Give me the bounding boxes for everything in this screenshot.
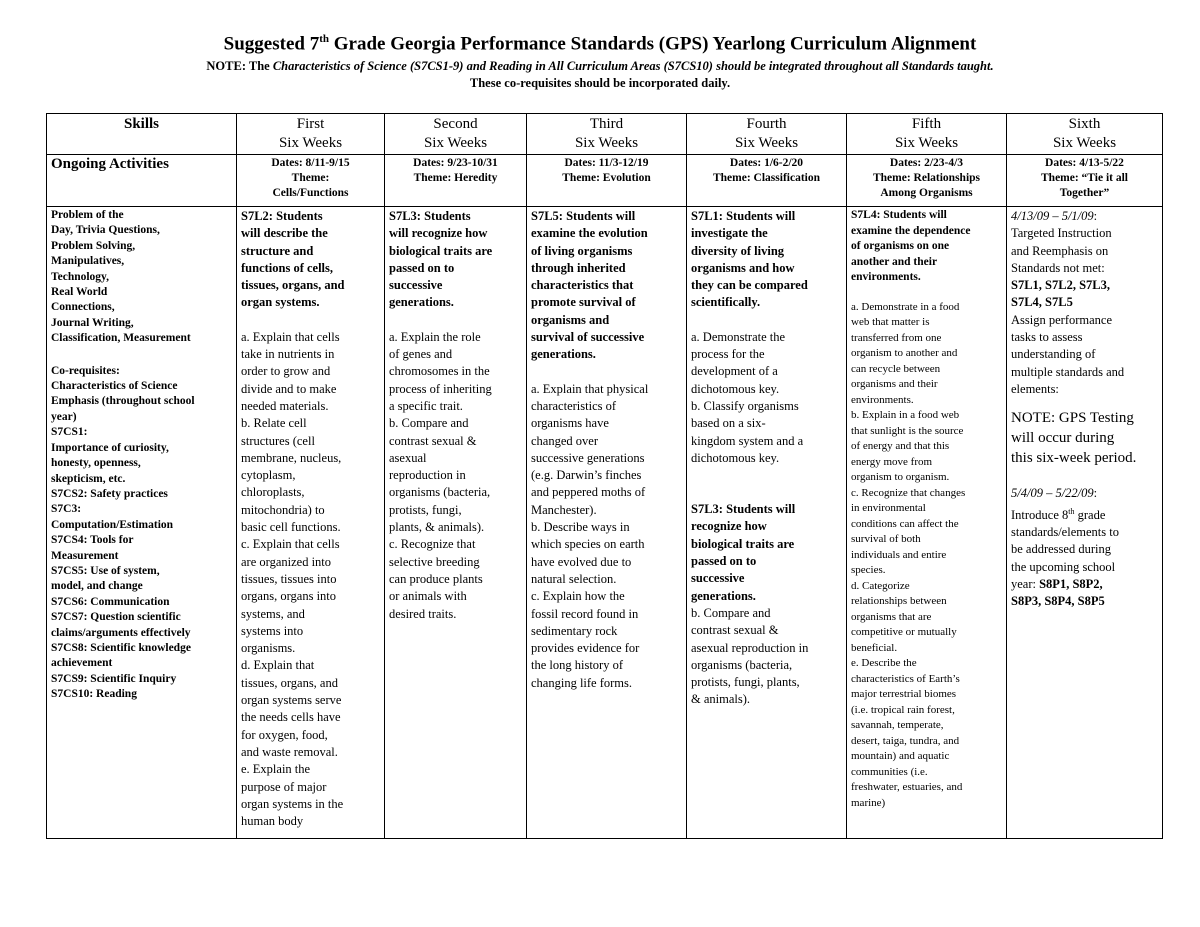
element-line: transferred from one: [851, 331, 942, 344]
element-line: tissues, tissues into: [241, 571, 337, 586]
corequisite-line: honesty, openness,: [51, 457, 141, 470]
review-standards-1: S7L1, S7L2, S7L3,: [1011, 278, 1110, 293]
col-third: Third Six Weeks: [527, 114, 687, 155]
activity-line: Journal Writing,: [51, 316, 134, 329]
standard-line: tissues, organs, and: [241, 278, 345, 293]
content-row: [47, 207, 1163, 839]
element-line: characteristics of Earth’s: [851, 672, 960, 685]
element-line: which species on earth: [531, 537, 645, 552]
dates-third: Dates: 11/3-12/19 Theme: Evolution: [527, 155, 687, 207]
standard-line: S7L4: Students will: [851, 209, 947, 221]
testing-note-line: this six-week period.: [1011, 450, 1137, 467]
element-line: provides evidence for: [531, 641, 640, 656]
element-line: for oxygen, food,: [241, 727, 328, 742]
standard-line: will recognize how: [389, 226, 488, 241]
element-line: and peppered moths of: [531, 485, 646, 500]
corequisite-line: year): [51, 410, 77, 423]
element-line: membrane, nucleus,: [241, 450, 342, 465]
standard-line: generations.: [389, 295, 454, 310]
element-line: web that matter is: [851, 316, 930, 328]
element-line: e. Describe the: [851, 657, 917, 669]
element-line: energy move from: [851, 455, 933, 468]
element-line: changed over: [531, 433, 598, 448]
element-line: of genes and: [389, 347, 453, 362]
element-line: successive generations: [531, 450, 645, 465]
standard-line: another and their: [851, 255, 938, 268]
element-line: organism to organism.: [851, 471, 950, 483]
standard-line: diversity of living: [691, 243, 785, 258]
element-line: beneficial.: [851, 641, 898, 654]
standard-line: they can be compared: [691, 278, 808, 293]
element-line: relationships between: [851, 595, 947, 607]
element-line: organisms (bacteria,: [691, 657, 793, 672]
element-line: selective breeding: [389, 554, 480, 569]
element-line: systems, and: [241, 606, 305, 621]
corequisite-line: Emphasis (throughout school: [51, 395, 195, 408]
element-line: that sunlight is the source: [851, 424, 964, 437]
first-cell: [237, 207, 385, 839]
standard-line: successive: [691, 571, 745, 586]
fourth-cell: [687, 207, 847, 839]
skills-cell: [47, 207, 237, 839]
element-line: basic cell functions.: [241, 520, 341, 535]
element-line: mitochondria) to: [241, 502, 325, 517]
element-line: major terrestrial biomes: [851, 688, 957, 700]
element-line: dichotomous key.: [691, 381, 780, 396]
element-line: contrast sexual &: [389, 433, 477, 448]
corequisite-line: Co-requisites:: [51, 364, 120, 377]
element-line: d. Explain that: [241, 658, 315, 673]
col-skills: Skills: [47, 114, 237, 155]
element-line: a. Demonstrate the: [691, 329, 786, 344]
standard-line: examine the dependence: [851, 224, 971, 237]
element-line: a. Explain that physical: [531, 381, 649, 396]
col-fifth: Fifth Six Weeks: [847, 114, 1007, 155]
element-line: cytoplasm,: [241, 468, 296, 483]
dates-sixth: Dates: 4/13-5/22 Theme: “Tie it all Together”: [1007, 155, 1163, 207]
standard-s7l1: [691, 208, 842, 312]
element-line: process for the: [691, 347, 765, 362]
standard-line: through inherited: [531, 260, 626, 275]
corequisite-line: S7CS1:: [51, 426, 88, 439]
element-line: environments.: [851, 393, 914, 406]
element-line: chromosomes in the: [389, 364, 490, 379]
standard-line: survival of successive: [531, 330, 645, 345]
corequisite-line: Measurement: [51, 549, 119, 562]
preview-line: the upcoming school: [1011, 559, 1116, 574]
preview-dates: 5/4/09 – 5/22/09: [1011, 486, 1094, 501]
element-line: c. Recognize that changes: [851, 486, 966, 499]
element-line: divide and to make: [241, 381, 337, 396]
element-line: changing life forms.: [531, 675, 633, 690]
corequisite-line: S7CS7: Question scientific: [51, 611, 181, 624]
element-line: organisms have: [531, 416, 609, 431]
element-line: reproduction in: [389, 468, 466, 483]
corequisite-line: Characteristics of Science: [51, 380, 178, 393]
element-line: e. Explain the: [241, 762, 311, 777]
review-line: Targeted Instruction: [1011, 226, 1112, 241]
element-line: based on a six-: [691, 416, 766, 431]
col-second: Second Six Weeks: [385, 114, 527, 155]
element-line: characteristics of: [531, 398, 617, 413]
curriculum-table: [46, 113, 1163, 839]
standard-line: S7L3: Students: [389, 209, 471, 223]
element-line: (i.e. tropical rain forest,: [851, 703, 955, 716]
standard-s7l3-repeat: [691, 501, 842, 605]
element-line: needed materials.: [241, 398, 329, 413]
dates-first: Dates: 8/11-9/15 Theme: Cells/Functions: [237, 155, 385, 207]
element-line: asexual: [389, 450, 427, 465]
element-line: communities (i.e.: [851, 765, 928, 778]
element-line: desert, taiga, tundra, and: [851, 734, 960, 747]
standard-s7l3: [389, 208, 522, 312]
element-line: of energy and that this: [851, 440, 950, 452]
element-line: desired traits.: [389, 606, 457, 621]
corequisite-line: S7CS5: Use of system,: [51, 564, 160, 577]
element-line: marine): [851, 796, 886, 809]
ongoing-activities-label: Ongoing Activities: [47, 155, 237, 207]
elements-fifth: [851, 300, 1002, 812]
element-line: development of a: [691, 364, 778, 379]
preview-standards-2: S8P3, S8P4, S8P5: [1011, 594, 1105, 609]
elements-third: [531, 381, 682, 692]
element-line: a specific trait.: [389, 398, 463, 413]
element-line: chloroplasts,: [241, 485, 305, 500]
element-line: are organized into: [241, 554, 332, 569]
element-line: survival of both: [851, 533, 921, 545]
dates-row: [47, 155, 1163, 207]
standard-line: organisms and how: [691, 260, 795, 275]
corequisite-line: S7CS9: Scientific Inquiry: [51, 672, 177, 685]
col-first: First Six Weeks: [237, 114, 385, 155]
activity-line: Connections,: [51, 301, 115, 314]
preview-line: standards/elements to: [1011, 525, 1119, 540]
corequisite-line: model, and change: [51, 580, 143, 593]
standard-line: recognize how: [691, 519, 767, 534]
element-line: have evolved due to: [531, 554, 632, 569]
element-line: Manchester).: [531, 502, 597, 517]
element-line: competitive or mutually: [851, 626, 957, 638]
element-line: conditions can affect the: [851, 517, 959, 530]
standard-line: successive: [389, 278, 443, 293]
second-cell: [385, 207, 527, 839]
standard-line: S7L3: Students will: [691, 502, 796, 517]
preview-line: be addressed during: [1011, 542, 1111, 557]
standard-line: will describe the: [241, 226, 328, 241]
review-window: 4/13/09 – 5/1/09: Targeted Instruction and Reemphasis on Standards not met: S7L1, S7L2, S7L3, S7L4, S7L5 Assign performance tasks to assess understanding of multiple standards and elements:: [1011, 208, 1158, 398]
element-line: organisms and their: [851, 378, 938, 390]
element-line: organisms.: [241, 641, 296, 656]
preview-standards-1: S8P1, S8P2,: [1039, 576, 1103, 591]
standard-s7l4: [851, 208, 1002, 286]
dates-fourth: Dates: 1/6-2/20 Theme: Classification: [687, 155, 847, 207]
assessment-line: multiple standards and: [1011, 364, 1125, 379]
element-line: freshwater, estuaries, and: [851, 781, 963, 793]
element-line: process of inheriting: [389, 381, 492, 396]
element-line: structures (cell: [241, 433, 315, 448]
standard-line: environments.: [851, 271, 921, 283]
corequisite-line: Computation/Estimation: [51, 518, 174, 531]
elements-fourth: [691, 329, 842, 467]
element-line: d. Categorize: [851, 579, 910, 592]
element-line: & animals).: [691, 692, 751, 707]
corequisite-line: S7C3:: [51, 503, 82, 516]
page-title: Suggested 7th Grade Georgia Performance Standards (GPS) Yearlong Curriculum Alignment: [223, 33, 977, 55]
standard-line: biological traits are: [691, 536, 795, 551]
testing-note-line: NOTE: GPS Testing: [1011, 410, 1134, 427]
activity-line: Problem of the: [51, 209, 124, 221]
element-line: tissues, organs, and: [241, 675, 338, 690]
element-line: b. Explain in a food web: [851, 409, 960, 421]
elements-first: [241, 329, 380, 831]
element-line: organisms that are: [851, 610, 932, 623]
standard-line: examine the evolution: [531, 226, 648, 241]
standard-line: generations.: [531, 347, 596, 362]
element-line: the long history of: [531, 658, 624, 673]
standard-line: structure and: [241, 243, 314, 258]
integration-note: NOTE: The Characteristics of Science (S7CS1-9) and Reading in All Curriculum Areas (S7CS10) should be integrated throughout all Standards taught.: [206, 59, 994, 73]
assessment-line: Assign performance: [1011, 312, 1113, 327]
element-line: kingdom system and a: [691, 433, 804, 448]
standard-line: investigate the: [691, 226, 768, 241]
standard-s7l2: [241, 208, 380, 312]
third-cell: [527, 207, 687, 839]
element-line: and waste removal.: [241, 744, 338, 759]
standard-line: organisms and: [531, 312, 610, 327]
review-dates: 4/13/09 – 5/1/09: [1011, 209, 1094, 223]
corequisites-list: [51, 364, 232, 703]
corequisite-note: These co-requisites should be incorporated daily.: [469, 76, 731, 90]
corequisite-line: S7CS4: Tools for: [51, 534, 134, 547]
review-line: Standards not met:: [1011, 260, 1105, 275]
element-line: b. Compare and: [691, 605, 771, 620]
preview-window: 5/4/09 – 5/22/09: Introduce 8th grade standards/elements to be addressed during the upcoming school year: S8P1, S8P2, S8P3, S8P4, S8P5: [1011, 485, 1158, 610]
element-line: a. Explain that cells: [241, 329, 340, 344]
element-line: fossil record found in: [531, 606, 639, 621]
activity-line: Problem Solving,: [51, 239, 136, 252]
element-line: the needs cells have: [241, 710, 341, 725]
corequisite-line: claims/arguments effectively: [51, 626, 191, 639]
sixth-cell: [1007, 207, 1163, 839]
element-line: or animals with: [389, 589, 467, 604]
element-line: in environmental: [851, 502, 926, 514]
standard-line: passed on to: [691, 554, 757, 569]
element-line: purpose of major: [241, 779, 327, 794]
element-line: protists, fungi, plants,: [691, 675, 800, 690]
elements-second: [389, 329, 522, 623]
assessment-line: elements:: [1011, 381, 1059, 396]
element-line: organs, organs into: [241, 589, 337, 604]
element-line: organ systems in the: [241, 796, 344, 811]
element-line: asexual reproduction in: [691, 640, 809, 655]
element-line: c. Explain how the: [531, 589, 625, 604]
element-line: c. Explain that cells: [241, 537, 340, 552]
element-line: a. Demonstrate in a food: [851, 300, 960, 313]
corequisite-line: achievement: [51, 657, 113, 670]
elements-fourth-second: [691, 605, 842, 709]
corequisite-line: Importance of curiosity,: [51, 441, 169, 454]
element-line: b. Classify organisms: [691, 398, 799, 413]
corequisite-line: S7CS10: Reading: [51, 688, 137, 701]
corequisite-line: S7CS8: Scientific knowledge: [51, 641, 191, 654]
review-standards-2: S7L4, S7L5: [1011, 295, 1073, 310]
standard-line: generations.: [691, 588, 756, 603]
element-line: individuals and entire: [851, 548, 947, 561]
col-fourth: Fourth Six Weeks: [687, 114, 847, 155]
element-line: natural selection.: [531, 571, 617, 586]
standard-line: biological traits are: [389, 243, 493, 258]
element-line: protists, fungi,: [389, 502, 462, 517]
standard-s7l5: [531, 208, 682, 364]
element-line: organisms (bacteria,: [389, 485, 491, 500]
element-line: a. Explain the role: [389, 329, 481, 344]
element-line: can produce plants: [389, 571, 483, 586]
element-line: b. Compare and: [389, 416, 469, 431]
activities-list: [51, 208, 232, 347]
element-line: contrast sexual &: [691, 623, 779, 638]
element-line: mountain) and aquatic: [851, 750, 950, 762]
standard-line: characteristics that: [531, 278, 634, 293]
standard-line: promote survival of: [531, 295, 636, 310]
element-line: plants, & animals).: [389, 520, 485, 535]
element-line: (e.g. Darwin’s finches: [531, 468, 642, 483]
element-line: species.: [851, 564, 886, 576]
standard-line: of living organisms: [531, 243, 633, 258]
activity-line: Day, Trivia Questions,: [51, 224, 160, 237]
review-line: and Reemphasis on: [1011, 243, 1109, 258]
fifth-cell: [847, 207, 1007, 839]
element-line: human body: [241, 814, 304, 829]
element-line: b. Relate cell: [241, 416, 307, 431]
testing-note-line: will occur during: [1011, 430, 1115, 447]
element-line: sedimentary rock: [531, 623, 618, 638]
element-line: can recycle between: [851, 362, 941, 375]
standard-line: functions of cells,: [241, 260, 334, 275]
standard-line: S7L2: Students: [241, 209, 323, 223]
assessment-line: tasks to assess: [1011, 330, 1083, 345]
element-line: organ systems serve: [241, 693, 342, 708]
element-line: c. Recognize that: [389, 537, 476, 552]
element-line: savannah, temperate,: [851, 719, 944, 731]
gps-testing-note: [1011, 408, 1158, 468]
corequisite-line: S7CS6: Communication: [51, 595, 170, 608]
activity-line: Classification, Measurement: [51, 332, 191, 345]
dates-fifth: Dates: 2/23-4/3 Theme: Relationships Among Organisms: [847, 155, 1007, 207]
dates-second: Dates: 9/23-10/31 Theme: Heredity: [385, 155, 527, 207]
standard-line: scientifically.: [691, 295, 761, 310]
standard-line: passed on to: [389, 260, 455, 275]
element-line: take in nutrients in: [241, 347, 335, 362]
element-line: systems into: [241, 623, 304, 638]
activity-line: Manipulatives,: [51, 255, 125, 268]
element-line: dichotomous key.: [691, 450, 780, 465]
standard-line: organ systems.: [241, 295, 320, 310]
standard-line: S7L5: Students will: [531, 209, 636, 223]
activity-line: Technology,: [51, 270, 110, 283]
header-row: [47, 114, 1163, 155]
standard-line: S7L1: Students will: [691, 209, 796, 223]
corequisite-line: skepticism, etc.: [51, 472, 126, 485]
element-line: organism to another and: [851, 347, 958, 359]
corequisite-line: S7CS2: Safety practices: [51, 487, 168, 500]
assessment-line: understanding of: [1011, 347, 1096, 362]
col-sixth: Sixth Six Weeks: [1007, 114, 1163, 155]
activity-line: Real World: [51, 286, 108, 299]
standard-line: of organisms on one: [851, 240, 950, 252]
element-line: order to grow and: [241, 364, 331, 379]
element-line: b. Describe ways in: [531, 520, 630, 535]
